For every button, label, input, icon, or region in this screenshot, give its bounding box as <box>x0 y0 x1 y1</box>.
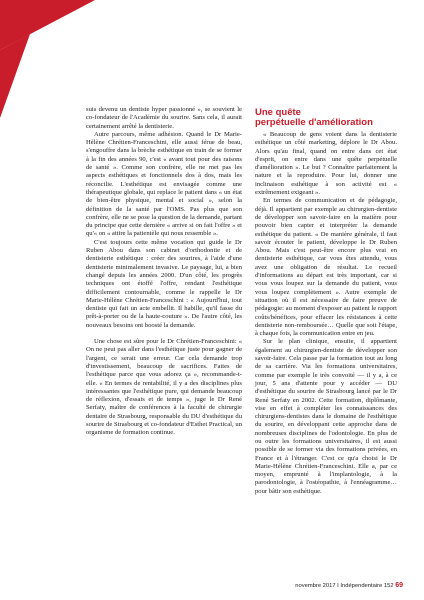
paragraph: Autre parcours, même adhésion. Quand le Dr Marie-Hélène Chrétien-Franceschini, elle aussi férue de beau, s'engouffre dans la brèche esthétique en train de se former à la fin des années 90, c'est « avant tout pour des raisons de santé ». Comme son confrère, elle ne met pas les aspects esthétiques et fonctionnels dos à dos, mais les réconcilie. L'esthétique est envisagée comme une thérapeutique globale, qui replace le patient dans « un état de bien-être physique, mental et social », selon la définition de la santé par l'OMS. Pas plus que son confrère, elle ne se pose la question de la demande, partant du principe que cette dernière « arrive si on fait l'offre » et qu'« on « attire la patientèle qui nous ressemble ». <box>86 130 242 238</box>
paragraph: « Beaucoup de gens voient dans la dentisterie esthétique un côté marketing, déplore le Dr Abou. Alors qu'au final, quand on entre dans cet état d'esprit, on entre dans une quête perpétuelle d'amélioration ». Le but ? Connaître parfaitement la nature et la reproduire. Pour lui, donner une inclinaison esthétique à son activité est « extrêmement exigeant ». <box>255 131 397 197</box>
issue-info: novembre 2017 I Indépendentaire 152 <box>295 583 394 589</box>
paragraph: Sur le plan clinique, ensuite, il appartient également au chirurgien-dentiste de développer son savoir-faire. Cela passe par la formation tout au long de sa carrière. Via les formations universitaires, comme par exemple le très convoité — il y a, à ce jour, 5 ans d'attente pour y accéder — DU d'esthétique du sourire de Strasbourg lancé par le Dr René Serfaty en 2002. Cette formation, diplômante, vise en effet à compléter les connaissances des chirurgiens-dentistes dans le domaine de l'esthétique du sourire, en développant cette approche dans de nombreuses disciplines de l'odontologie. En plus de ou outre les formations universitaires, il est aussi possible de se former via des formations privées, en France et à l'étranger. C'est ce qu'a choisi le Dr Marie-Hélène Chrétien-Franceschini. Elle a, par ce moyen, emprunté à l'implantologie, à la parodontologie, à l'ostéopathie, à l'ennéagramme… pour bâtir son esthétique. <box>255 338 397 495</box>
page-footer <box>283 582 403 589</box>
corner-decoration <box>0 0 95 118</box>
paragraph: En termes de communication et de pédagogie, déjà. Il appartient par exemple au chirurgien-dentiste de développer son savoir-faire en la matière pour pouvoir bien capter et interpréter la demande esthétique du patient. « De manière générale, il faut savoir écouter le patient, développe le Dr Ruben Abou. Mais c'est peut-être encore plus vrai en dentisterie esthétique, car vous êtes attendu, vous avez une obligation de résultat. Le recueil d'informations au départ est très important, car si vous vous loupez sur la demande du patient, vous vous loupez complètement ». Autre exemple de situation où il est nécessaire de faire preuve de pédagogie: au moment d'exposer au patient le rapport coûts/bénéfices, pour effacer les résistances à cette dentisterie non-remboursée… Quelle que soit l'étape, à chaque fois, la communication entre en jeu. <box>255 197 397 338</box>
paragraph: C'est toujours cette même vocation qui guide le Dr Ruben Abou dans son cabinet d'orthodontie et de dentisterie esthétique : créer des sourires, à l'aide d'une dentisterie minimalement invasive. Le paysage, lui, a bien changé depuis les années 2000. D'un côté, les progrès techniques ont étoffé l'offre, rendant l'esthétique difficilement contournable, comme le rappelle le Dr Marie-Hélène Chrétien-Franceschini : « Aujourd'hui, tout dentiste qui fait un acte embellit. Il habille, qu'il fasse du prêt-à-porter ou de la haute-couture ». De l'autre côté, les nouveaux besoins ont boosté la demande. <box>86 238 242 329</box>
right-column <box>255 108 397 496</box>
section-title-line1: Une quête <box>255 107 301 118</box>
page-number: 69 <box>395 582 403 589</box>
section-title-line2: perpétuelle d'amélioration <box>255 117 373 128</box>
paragraph: suis devenu un dentiste hyper passionné », se souvient le co-fondateur de l'Académie du sourire. Sans cela, il aurait certainement arrêté la dentisterie. <box>86 106 242 130</box>
paragraph: Une chose est sûre pour le Dr Chrétien-Franceschini: « On ne peut pas aller dans l'esthétique juste pour gagner de l'argent, ce serait une erreur. Car cela demande trop d'investissement, beaucoup de sacrifices. Faites de l'esthétique parce que vous adorez ça », recommande-t-elle. « En termes de rentabilité, il y a des disciplines plus intéressantes que l'esthétique pure, qui demande beaucoup de réflexion, d'essais et de temps », juge le Dr René Serfaty, maître de conférences à la faculté de chirurgie dentaire de Strasbourg, responsable du DU d'esthétique du sourire de Strasbourg et co-fondateur d'Esthet Practical, un organisme de formation continue. <box>86 338 242 437</box>
left-column <box>86 106 242 438</box>
section-title <box>255 108 397 128</box>
